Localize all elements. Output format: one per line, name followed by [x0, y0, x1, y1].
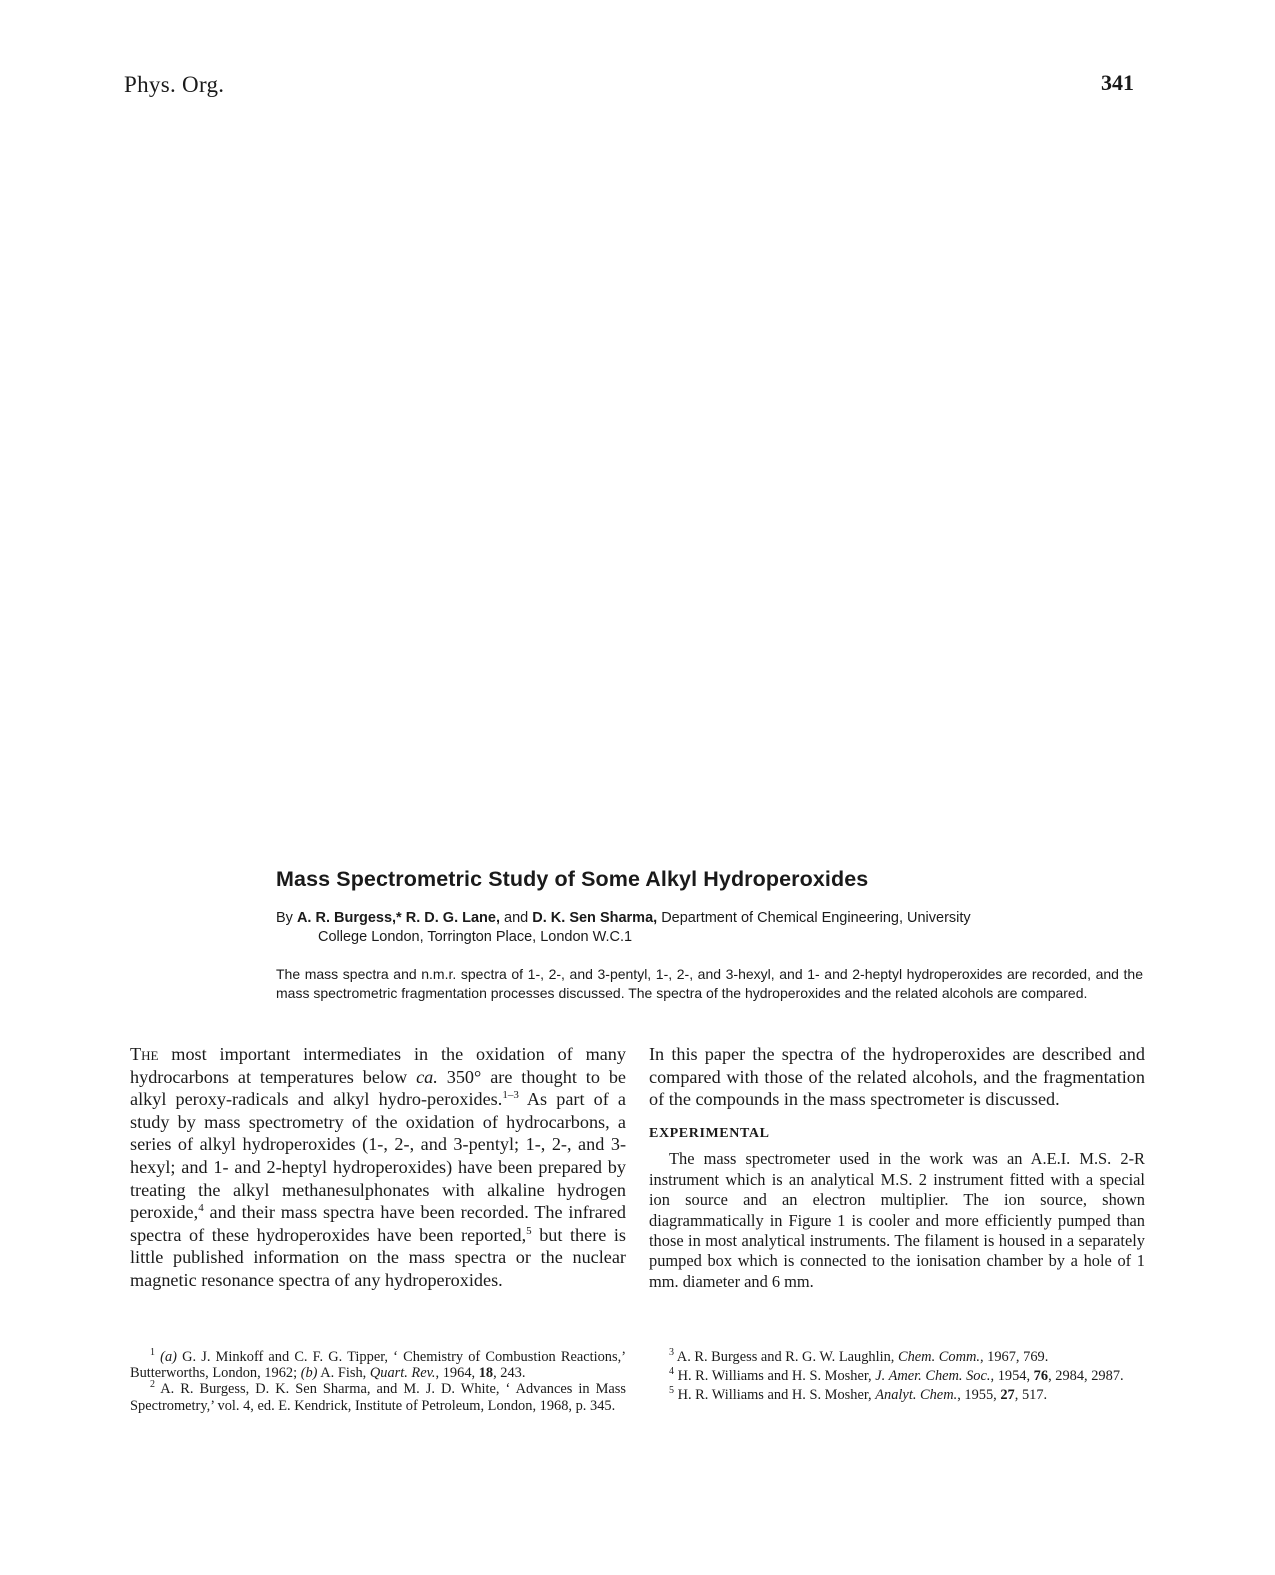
footnote-4-volume: 76 [1033, 1368, 1049, 1385]
footnote-4-number: 4 [669, 1366, 674, 1378]
running-head: Phys. Org. [124, 72, 225, 97]
footnote-5-text-2: , 1955, [957, 1387, 1001, 1404]
footnote-5 [649, 1387, 1145, 1403]
author-3: D. K. Sen Sharma, [532, 910, 658, 926]
footnote-1-text-3: , 1964, [435, 1365, 479, 1382]
ref-5: 5 [526, 1224, 532, 1237]
footnote-1-volume: 18 [478, 1365, 494, 1382]
experimental-paragraph: The mass spectrometer used in the work was an A.E.I. M.S. 2-R instrument which is an analytical M.S. 2 instrument fitted with a special ion source and an electron multiplier. The ion source, shown diagrammatically in Figure 1 is cooler and more efficiently pumped than those in most analytical instruments. The filament is housed in a separately pumped box which is connected to the ionisation chamber by a hole of 1 mm. diameter and 6 mm. [649, 1149, 1145, 1291]
footnote-4 [649, 1368, 1145, 1384]
footnote-2-text: A. R. Burgess, D. K. Sen Sharma, and M. J. D. White, ‘ Advances in Mass Spectrometry,’ vol. 4, ed. E. Kendrick, Institute of Petroleum, London, 1968, p. 345. [130, 1381, 626, 1414]
footnote-3 [649, 1349, 1145, 1365]
byline-by: By [276, 910, 293, 926]
left-column [130, 1043, 626, 1292]
footnote-1-a-label: (a) [160, 1349, 177, 1365]
intro-text-5: but there is little published information on the mass spectra or the nuclear magnetic resonance spectra of any hydroperoxides. [130, 1224, 626, 1290]
footnote-3-journal: Chem. Comm. [898, 1349, 980, 1365]
footnote-4-text-3: , 2984, 2987. [1048, 1368, 1124, 1385]
footnote-1 [130, 1349, 626, 1381]
footnote-3-number: 3 [669, 1347, 674, 1359]
author-1: A. R. Burgess,* [296, 910, 402, 926]
byline [276, 909, 1146, 947]
footnote-5-text-3: , 517. [1014, 1387, 1048, 1404]
footnote-2-number: 2 [150, 1379, 155, 1391]
section-experimental: EXPERIMENTAL [649, 1125, 770, 1141]
footnotes-left [130, 1349, 626, 1414]
footnote-5-number: 5 [669, 1385, 674, 1397]
author-2: R. D. G. Lane, [405, 910, 500, 926]
intro-ca: ca. [416, 1066, 438, 1087]
footnote-4-text-2: , 1954, [990, 1368, 1034, 1385]
right-column [649, 1043, 1145, 1292]
footnote-2 [130, 1381, 626, 1413]
footnote-1-text-2: A. Fish, [317, 1365, 370, 1382]
intro-text-2: 350° are thought to be alkyl peroxy-radicals and alkyl hydro-peroxides. [130, 1066, 626, 1110]
right-paragraph-1: In this paper the spectra of the hydroperoxides are described and compared with those of the related alcohols, and the fragmentation of the compounds in the mass spectrometer is discussed. [649, 1044, 1145, 1110]
ref-4: 4 [198, 1202, 204, 1215]
intro-text-4: and their mass spectra have been recorded. The infrared spectra of these hydroperoxides have been reported, [130, 1202, 626, 1245]
footnote-1-number: 1 [150, 1347, 155, 1359]
affiliation-line-2: College London, Torrington Place, London W.C.1 [318, 929, 633, 945]
footnote-5-journal: Analyt. Chem. [875, 1387, 958, 1404]
abstract: The mass spectra and n.m.r. spectra of 1-, 2-, and 3-pentyl, 1-, 2-, and 3-hexyl, and 1- and 2-heptyl hydroperoxides are recorded, and the mass spectrometric fragmentation processes discussed. The spectra of the hydroperoxides and the related alcohols are compared. [276, 966, 1143, 1001]
footnote-5-text-1: H. R. Williams and H. S. Mosher, [674, 1387, 876, 1404]
intro-dropcap: The [130, 1044, 159, 1064]
footnote-3-text-2: , 1967, 769. [979, 1349, 1049, 1365]
footnote-5-volume: 27 [1000, 1387, 1015, 1404]
intro-text-3: As part of a study by mass spectrometry of the oxidation of hydrocarbons, a series of alkyl hydroperoxides (1-, 2-, and 3-pentyl; 1-, 2-, and 3-hexyl; and 1- and 2-heptyl hydroperoxides) have been prepared by treating the alkyl methanesulphonates with alkaline hydrogen peroxide, [130, 1089, 626, 1223]
footnote-4-text-1: H. R. Williams and H. S. Mosher, [674, 1368, 876, 1385]
page-number: 341 [1101, 70, 1134, 95]
footnote-1-b-label: (b) [300, 1365, 318, 1382]
footnote-1-journal: Quart. Rev. [369, 1365, 436, 1382]
footnote-4-journal: J. Amer. Chem. Soc. [875, 1368, 991, 1385]
article-title: Mass Spectrometric Study of Some Alkyl Hydroperoxides [276, 867, 869, 891]
intro-text-1: most important intermediates in the oxidation of many hydrocarbons at temperatures below [130, 1044, 626, 1087]
footnote-1-text-4: , 243. [493, 1365, 526, 1382]
footnotes-right [649, 1349, 1145, 1407]
footnote-1-text-1: G. J. Minkoff and C. F. G. Tipper, ‘ Chemistry of Combustion Reactions,’ Butterworths, London, 1962; [130, 1349, 626, 1382]
ref-1-3: 1–3 [502, 1089, 519, 1102]
footnote-3-text-1: A. R. Burgess and R. G. W. Laughlin, [674, 1349, 898, 1365]
intro-paragraph [130, 1043, 626, 1292]
affiliation-line-1: Department of Chemical Engineering, University [661, 910, 971, 926]
byline-and: and [504, 910, 529, 926]
